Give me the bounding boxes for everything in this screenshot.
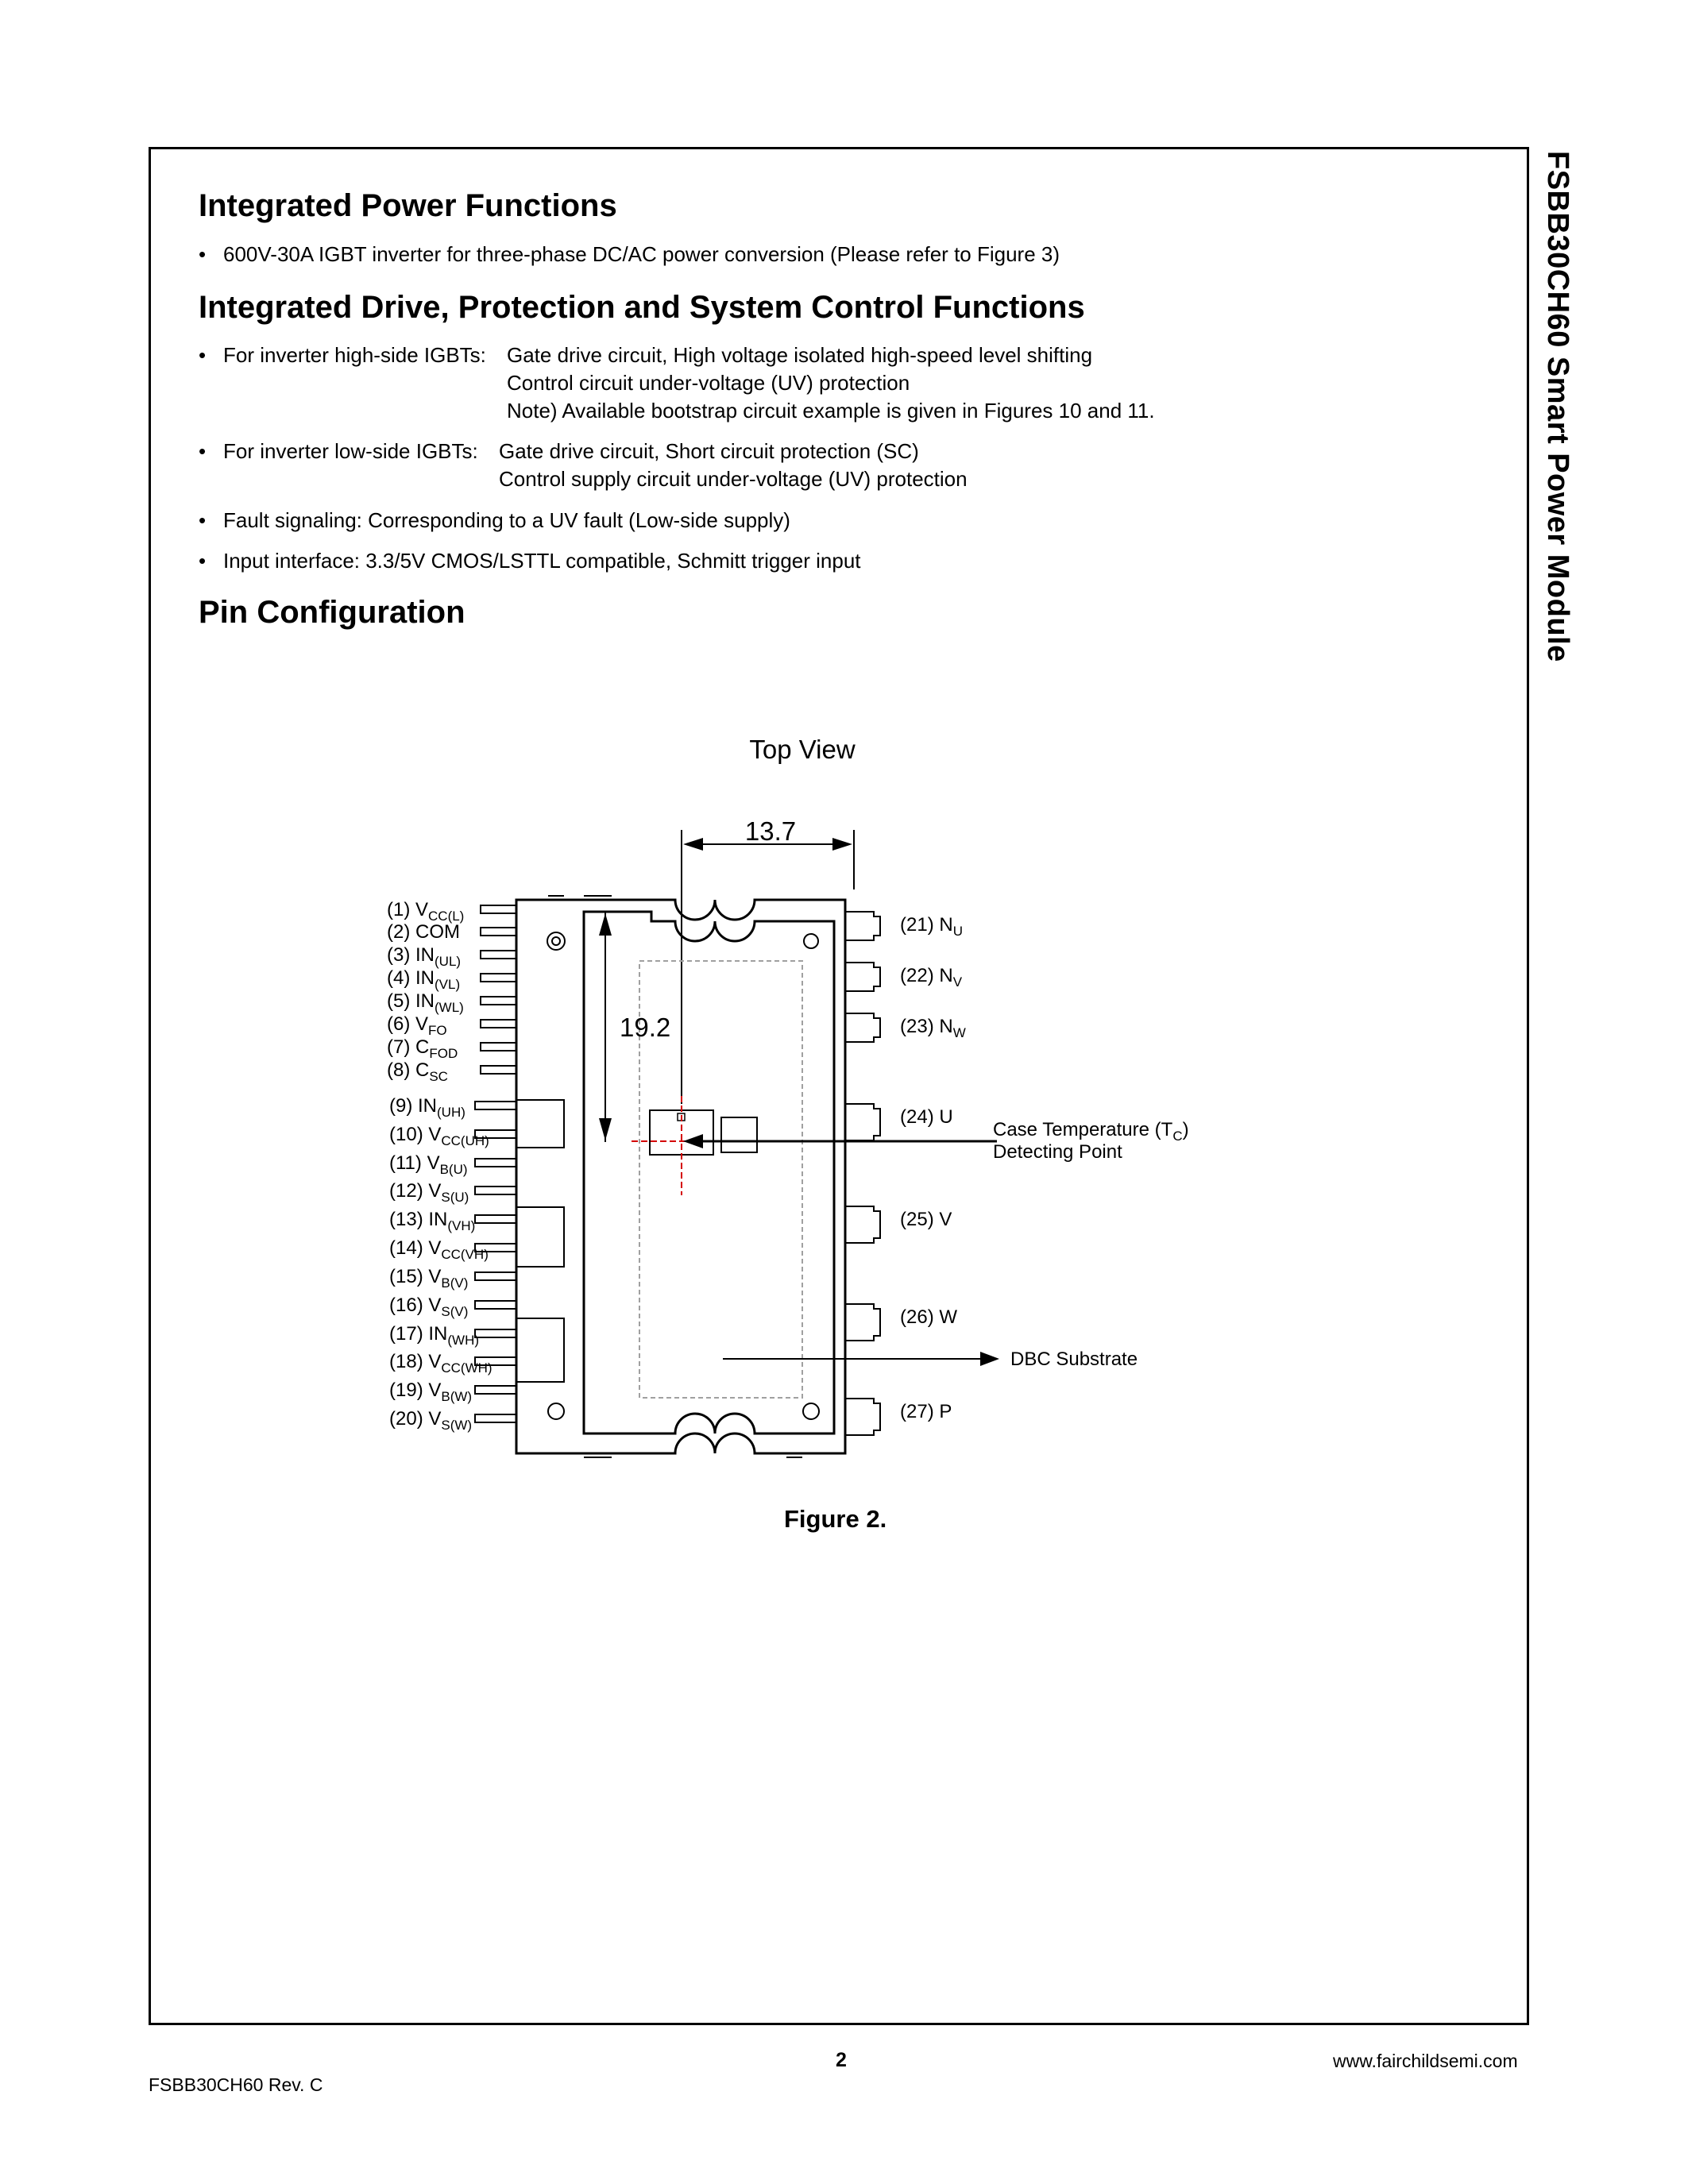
left-pin-label: (4) $IN_{(VL)}$ [387,967,461,992]
right-pin-label: (22) $N_V$ [900,965,963,990]
bullet-marker: • [199,242,207,266]
right-pin-lead [845,912,880,940]
dimension-19-2-label: 19.2 [620,1013,671,1042]
bullet-marker: • [199,508,207,532]
right-pin-lead [845,963,880,991]
revision-label: FSBB30CH60 Rev. C [149,2074,323,2095]
pin-bracket [516,1207,564,1267]
bullet-marker: • [199,549,207,573]
heading-integrated-power: Integrated Power Functions [199,188,617,223]
left-pin-lead [481,1043,516,1051]
right-pin-label: (24) U [900,1106,953,1128]
mounting-hole [803,1403,819,1419]
left-pin-lead [481,1066,516,1074]
power-bullet-text: 600V-30A IGBT inverter for three-phase DC/AC power conversion (Please refer to Figure 3) [223,242,1060,266]
right-pin-lead [845,1104,880,1140]
right-pin-lead [845,1206,880,1243]
low-side-line: Gate drive circuit, Short circuit protection (SC) [499,439,919,463]
side-title-text: FSBB30CH60 Smart Power Module [1541,151,1574,662]
right-pin-lead [845,1304,880,1341]
left-pin-lead [481,951,516,959]
left-pin-label: (16) $V_{S(V)}$ [389,1295,469,1319]
left-pin-label: (17) $IN_{(WH)}$ [389,1323,480,1348]
heading-drive-protection: Integrated Drive, Protection and System Control Functions [199,290,1085,325]
left-pin-lead [481,1020,516,1028]
high-side-label: For inverter high-side IGBTs: [223,343,486,367]
right-pin-label: (27) P [900,1401,952,1422]
right-pin-label: (26) W [900,1306,957,1328]
left-pin-lead [475,1414,516,1422]
bullet-marker: • [199,343,207,367]
dimension-arrowhead [599,1118,612,1140]
left-pin-label: (13) $IN_{(VH)}$ [389,1209,476,1233]
fault-signaling-text: Fault signaling: Corresponding to a UV fault (Low-side supply) [223,508,790,532]
website-link[interactable]: www.fairchildsemi.com [1333,2051,1518,2071]
high-side-line: Control circuit under-voltage (UV) protection [507,371,910,395]
dimension-arrowhead [832,838,852,851]
left-pin-label: (2) COM [387,921,460,943]
mounting-hole [548,1403,564,1419]
left-pin-lead [475,1215,516,1223]
left-pin-lead [475,1329,516,1337]
left-pin-lead [475,1386,516,1394]
chip-component [721,1117,757,1152]
case-temperature-label: Case Temperature $(T_C)$ [993,1119,1189,1144]
left-pin-label: (15) $V_{B(V)}$ [389,1266,469,1291]
left-pin-lead [481,997,516,1005]
right-pin-group [845,912,966,1435]
left-pin-label: (11) $V_{B(U)}$ [389,1152,468,1177]
page-number: 2 [836,2049,847,2071]
pin-bracket [516,1100,564,1148]
high-side-line: Note) Available bootstrap circuit example is given in Figures 10 and 11. [507,399,1155,423]
low-side-line: Control supply circuit under-voltage (UV) protection [499,467,968,491]
detecting-point-label: Detecting Point [993,1141,1122,1163]
left-pin-lead [475,1102,516,1109]
left-pin-lead [475,1187,516,1194]
dimension-arrowhead [599,913,612,936]
pin-bracket [516,1318,564,1382]
left-pin-label: (19) $V_{B(W)}$ [389,1379,473,1404]
input-interface-text: Input interface: 3.3/5V CMOS/LSTTL compatible, Schmitt trigger input [223,549,861,573]
left-pin-lead [475,1301,516,1309]
left-pin-lead [481,928,516,936]
left-pin-lead [481,905,516,913]
left-pin-label: (14) $V_{CC(VH)}$ [389,1237,489,1262]
left-pin-label: (1) $V_{CC(L)}$ [387,899,465,924]
left-pin-label: (7) $C_{FOD}$ [387,1036,458,1061]
right-pin-lead [845,1399,880,1435]
dimension-arrowhead [683,838,703,851]
right-pin-label: (23) $N_W$ [900,1016,966,1040]
high-side-line: Gate drive circuit, High voltage isolated high-speed level shifting [507,343,1093,367]
left-pin-label: (6) $V_{FO}$ [387,1013,447,1038]
figure-caption: Figure 2. [784,1505,887,1533]
left-pin-label: (18) $V_{CC(WH)}$ [389,1351,492,1376]
top-view-label: Top View [749,735,856,764]
right-pin-lead [845,1013,880,1042]
left-pin-label: (20) $V_{S(W)}$ [389,1408,473,1433]
mounting-hole [547,932,565,950]
left-pin-label: (10) $V_{CC(UH)}$ [389,1124,489,1148]
bullet-marker: • [199,439,207,463]
right-pin-label: (25) V [900,1209,952,1230]
heading-pin-configuration: Pin Configuration [199,595,465,630]
package-inner-outline [584,912,834,1433]
left-pin-group [387,899,564,1433]
left-pin-label: (12) $V_{S(U)}$ [389,1180,469,1205]
low-side-label: For inverter low-side IGBTs: [223,439,478,463]
dimension-13-7-label: 13.7 [744,816,797,846]
left-pin-lead [475,1272,516,1280]
right-pin-label: (21) $N_U$ [900,914,963,939]
dbc-substrate-label: DBC Substrate [1010,1349,1138,1370]
left-pin-label: (3) $IN_{(UL)}$ [387,944,462,969]
left-pin-label: (9) $IN_{(UH)}$ [389,1095,465,1120]
left-pin-lead [481,974,516,982]
left-pin-label: (8) $C_{SC}$ [387,1059,448,1084]
left-pin-lead [475,1159,516,1167]
mounting-hole [804,934,818,948]
left-pin-label: (5) $IN_{(WL)}$ [387,990,464,1015]
